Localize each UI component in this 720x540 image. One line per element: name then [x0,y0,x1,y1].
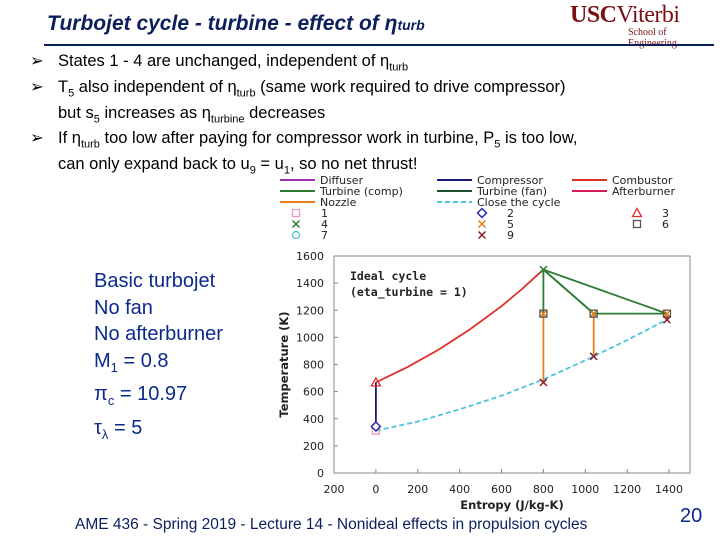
bullet-text: decreases [244,103,326,122]
y-tick-label: 1000 [296,331,324,345]
x-tick-label: 1400 [655,483,684,496]
legend-label: Combustor [612,174,673,187]
param-pi-c: $\pi_c = 10.97$ [94,383,188,408]
param-no-afterburner: No afterburner [94,323,223,345]
legend-label: Close the cycle [477,196,561,209]
x-tick-label: 200 [407,483,429,496]
y-axis-label: Temperature (K) [277,311,291,418]
bullet-text: also independent of [74,77,228,96]
logo-usc: USC [570,2,617,28]
bullet-1 [30,52,710,78]
legend-label: Nozzle [320,196,357,209]
bullet-text: can only expand back to u [58,155,250,174]
subscript: turbine [210,112,245,125]
x-tick-label: 600 [491,483,513,496]
bullet-2-continued [30,104,710,130]
eta-symbol: η [201,103,211,122]
bullet-text: is too low, [500,129,578,148]
bullet-3 [30,129,710,155]
annotation-line-2: (eta_turbine = 1) [350,285,468,299]
x-tick-label: 1000 [571,483,600,496]
y-tick-label: 200 [303,439,324,453]
x-axis-label: Entropy (J/kg-K) [460,498,564,512]
title-main: Turbojet cycle - turbine - effect of [47,12,385,35]
logo-wordmark [570,2,715,29]
subscript: 1 [283,164,290,177]
legend-label: Turbine (comp) [320,185,403,198]
title-eta: η [384,12,398,35]
y-tick-label: 400 [303,412,324,426]
bullet-arrow-icon: ➢ [30,129,44,148]
bullet-text: (same work required to drive compressor) [255,77,566,96]
x-tick-label: 0 [372,483,380,496]
subscript: turb [80,138,100,151]
footer-text: AME 436 - Spring 2019 - Lecture 14 - Nonideal effects in propulsion cycles [75,516,588,533]
bullet-text: too low after paying for compressor work in turbine, P [99,129,495,148]
param-no-fan: No fan [94,296,153,319]
subscript: 5 [494,138,501,151]
legend-label: Compressor [477,174,543,187]
cycle-parameters [94,268,223,448]
y-tick-label: 1600 [296,250,324,263]
subscript: 5 [68,87,75,100]
legend-marker [634,221,641,228]
bullet-list [30,52,710,181]
bullet-text: , so no net thrust! [289,155,418,174]
bullet-arrow-icon: ➢ [30,77,44,96]
bullet-2 [30,78,710,104]
series-line [543,270,667,314]
page-number: 20 [680,505,703,527]
subscript: turb [236,87,256,100]
y-tick-label: 1200 [296,304,324,318]
x-tick-label: 400 [449,483,471,496]
legend-label: Diffuser [320,174,364,187]
bullet-text: If [58,129,72,148]
ts-diagram-chart [272,172,702,512]
legend-label: Turbine (fan) [477,185,547,198]
legend-marker [478,209,487,218]
eta-symbol: η [227,77,237,96]
y-tick-label: 800 [303,358,324,372]
y-tick-label: 600 [303,385,324,399]
title-sub: turb [397,17,425,33]
legend-label: Afterburner [612,185,675,198]
annotation-line-1: Ideal cycle [350,269,427,283]
series-line [376,318,669,430]
legend-marker-label: 4 [321,218,328,231]
bullet-arrow-icon: ➢ [30,52,44,70]
bullet-text: States 1 - 4 are unchanged, independent of [58,52,380,70]
subscript: 9 [249,164,256,177]
slide-title [47,12,425,36]
title-divider [44,44,714,46]
legend-marker [293,210,300,217]
y-tick-label: 1400 [296,277,324,291]
usc-viterbi-logo [570,2,715,44]
logo-school: School of [628,27,667,38]
legend-marker-label: 1 [321,207,328,220]
legend-marker-label: 9 [507,229,514,242]
bullet-text: = u [255,155,284,174]
x-tick-label: 800 [532,483,554,496]
param-tau-lambda: $\tau_\lambda = 5$ [94,416,143,442]
legend-marker [293,232,300,239]
y-tick-label: 0 [317,467,324,480]
legend-marker-label: 2 [507,207,514,220]
x-tick-label: 1200 [613,483,642,496]
eta-symbol: η [71,129,81,148]
eta-symbol: η [380,52,390,70]
param-basic-turbojet: Basic turbojet [94,270,216,292]
legend-marker-label: 7 [321,229,328,242]
legend-marker [633,209,642,217]
bullet-text: increases as [99,103,202,122]
legend-marker-label: 6 [662,218,669,231]
subscript: turb [389,61,409,74]
bullet-text: T [58,77,69,96]
param-mach: $M_1 = 0.8$ [94,349,169,375]
x-tick-label: 200 [323,483,345,496]
legend-marker-label: 5 [507,218,514,231]
logo-viterbi: Viterbi [616,2,680,28]
legend-marker-label: 3 [662,207,669,220]
bullet-text: but s [58,103,94,122]
subscript: 5 [93,112,100,125]
